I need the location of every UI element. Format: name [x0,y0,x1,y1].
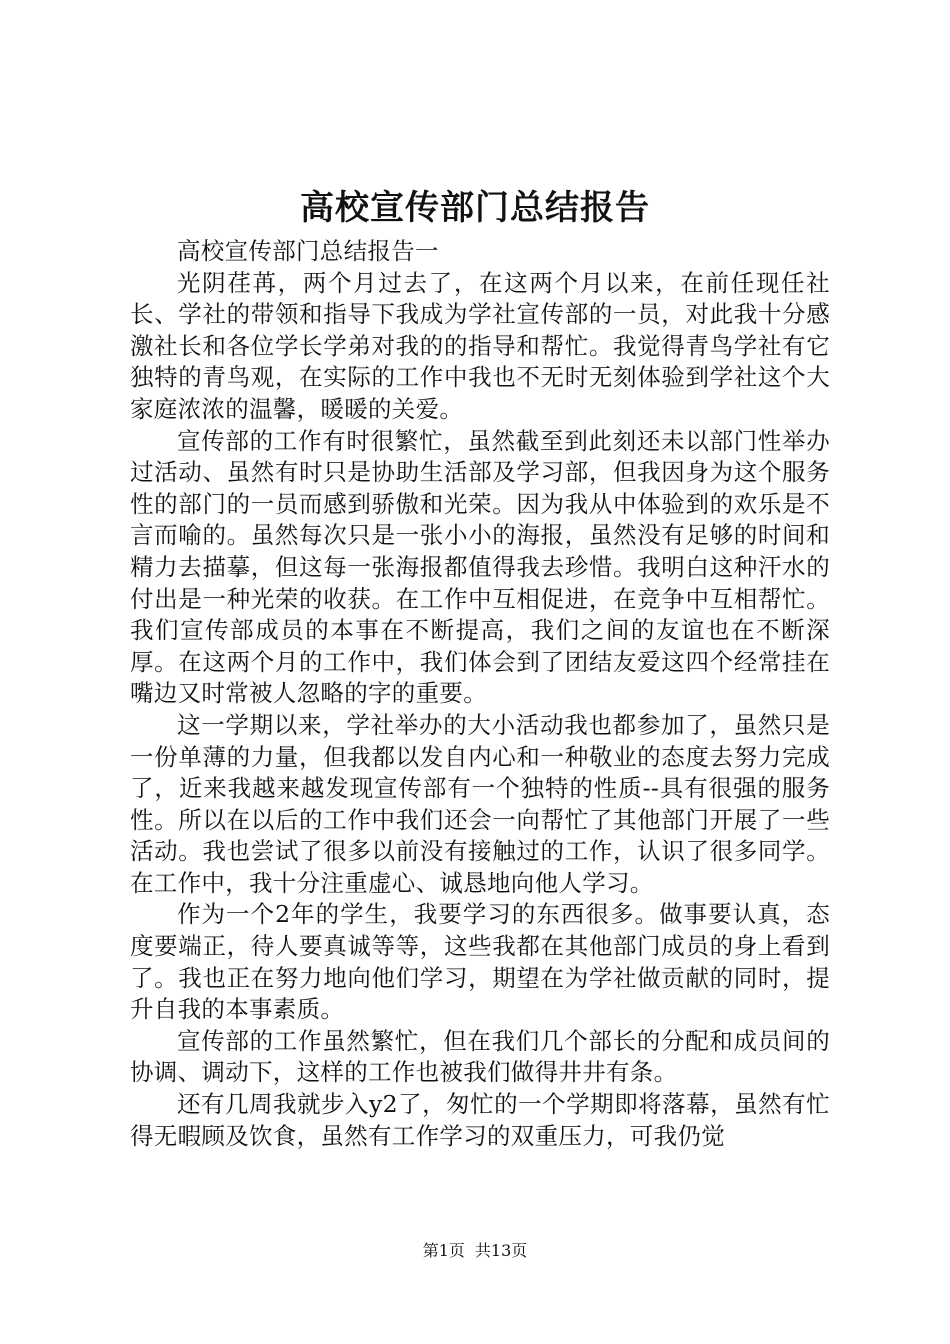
document-body [130,236,830,1152]
body-paragraph: 作为一个2年的学生，我要学习的东西很多。做事要认真，态度要端正，待人要真诚等等，这些我都在其他部门成员的身上看到了。我也正在努力地向他们学习，期望在为学社做贡献的同时，提升自我的本事素质。 [130,900,830,1024]
body-paragraph: 还有几周我就步入y2了，匆忙的一个学期即将落幕，虽然有忙得无暇顾及饮食，虽然有工作学习的双重压力，可我仍觉 [130,1090,830,1150]
body-paragraph: 宣传部的工作虽然繁忙，但在我们几个部长的分配和成员间的协调、调动下，这样的工作也被我们做得井井有条。 [130,1026,830,1087]
body-paragraph: 这一学期以来，学社举办的大小活动我也都参加了，虽然只是一份单薄的力量，但我都以发自内心和一种敬业的态度去努力完成了，近来我越来越发现宣传部有一个独特的性质--具有很强的服务性。所以在以后的工作中我们还会一向帮忙了其他部门开展了一些活动。我也尝试了很多以前没有接触过的工作，认识了很多同学。在工作中，我十分注重虚心、诚恳地向他人学习。 [130,710,830,897]
body-paragraph: 宣传部的工作有时很繁忙，虽然截至到此刻还未以部门性举办过活动、虽然有时只是协助生活部及学习部，但我因身为这个服务性的部门的一员而感到骄傲和光荣。因为我从中体验到的欢乐是不言而喻的。虽然每次只是一张小小的海报，虽然没有足够的时间和精力去描摹，但这每一张海报都值得我去珍惜。我明白这种汗水的付出是一种光荣的收获。在工作中互相促进，在竞争中互相帮忙。我们宣传部成员的本事在不断提高，我们之间的友谊也在不断深厚。在这两个月的工作中，我们体会到了团结友爱这四个经常挂在嘴边又时常被人忽略的字的重要。 [130,426,830,708]
page-total: 共13页 [474,1241,528,1260]
document-title: 高校宣传部门总结报告 [300,188,650,228]
body-paragraph: 光阴荏苒，两个月过去了，在这两个月以来，在前任现任社长、学社的带领和指导下我成为学社宣传部的一员，对此我十分感激社长和各位学长学弟对我的的指导和帮忙。我觉得青鸟学社有它独特的青鸟观，在实际的工作中我也不无时无刻体验到学社这个大家庭浓浓的温馨，暖暖的关爱。 [130,268,830,423]
page-number: 第1页 [422,1241,465,1260]
page-footer [0,1240,950,1262]
body-paragraph: 高校宣传部门总结报告一 [177,237,439,265]
